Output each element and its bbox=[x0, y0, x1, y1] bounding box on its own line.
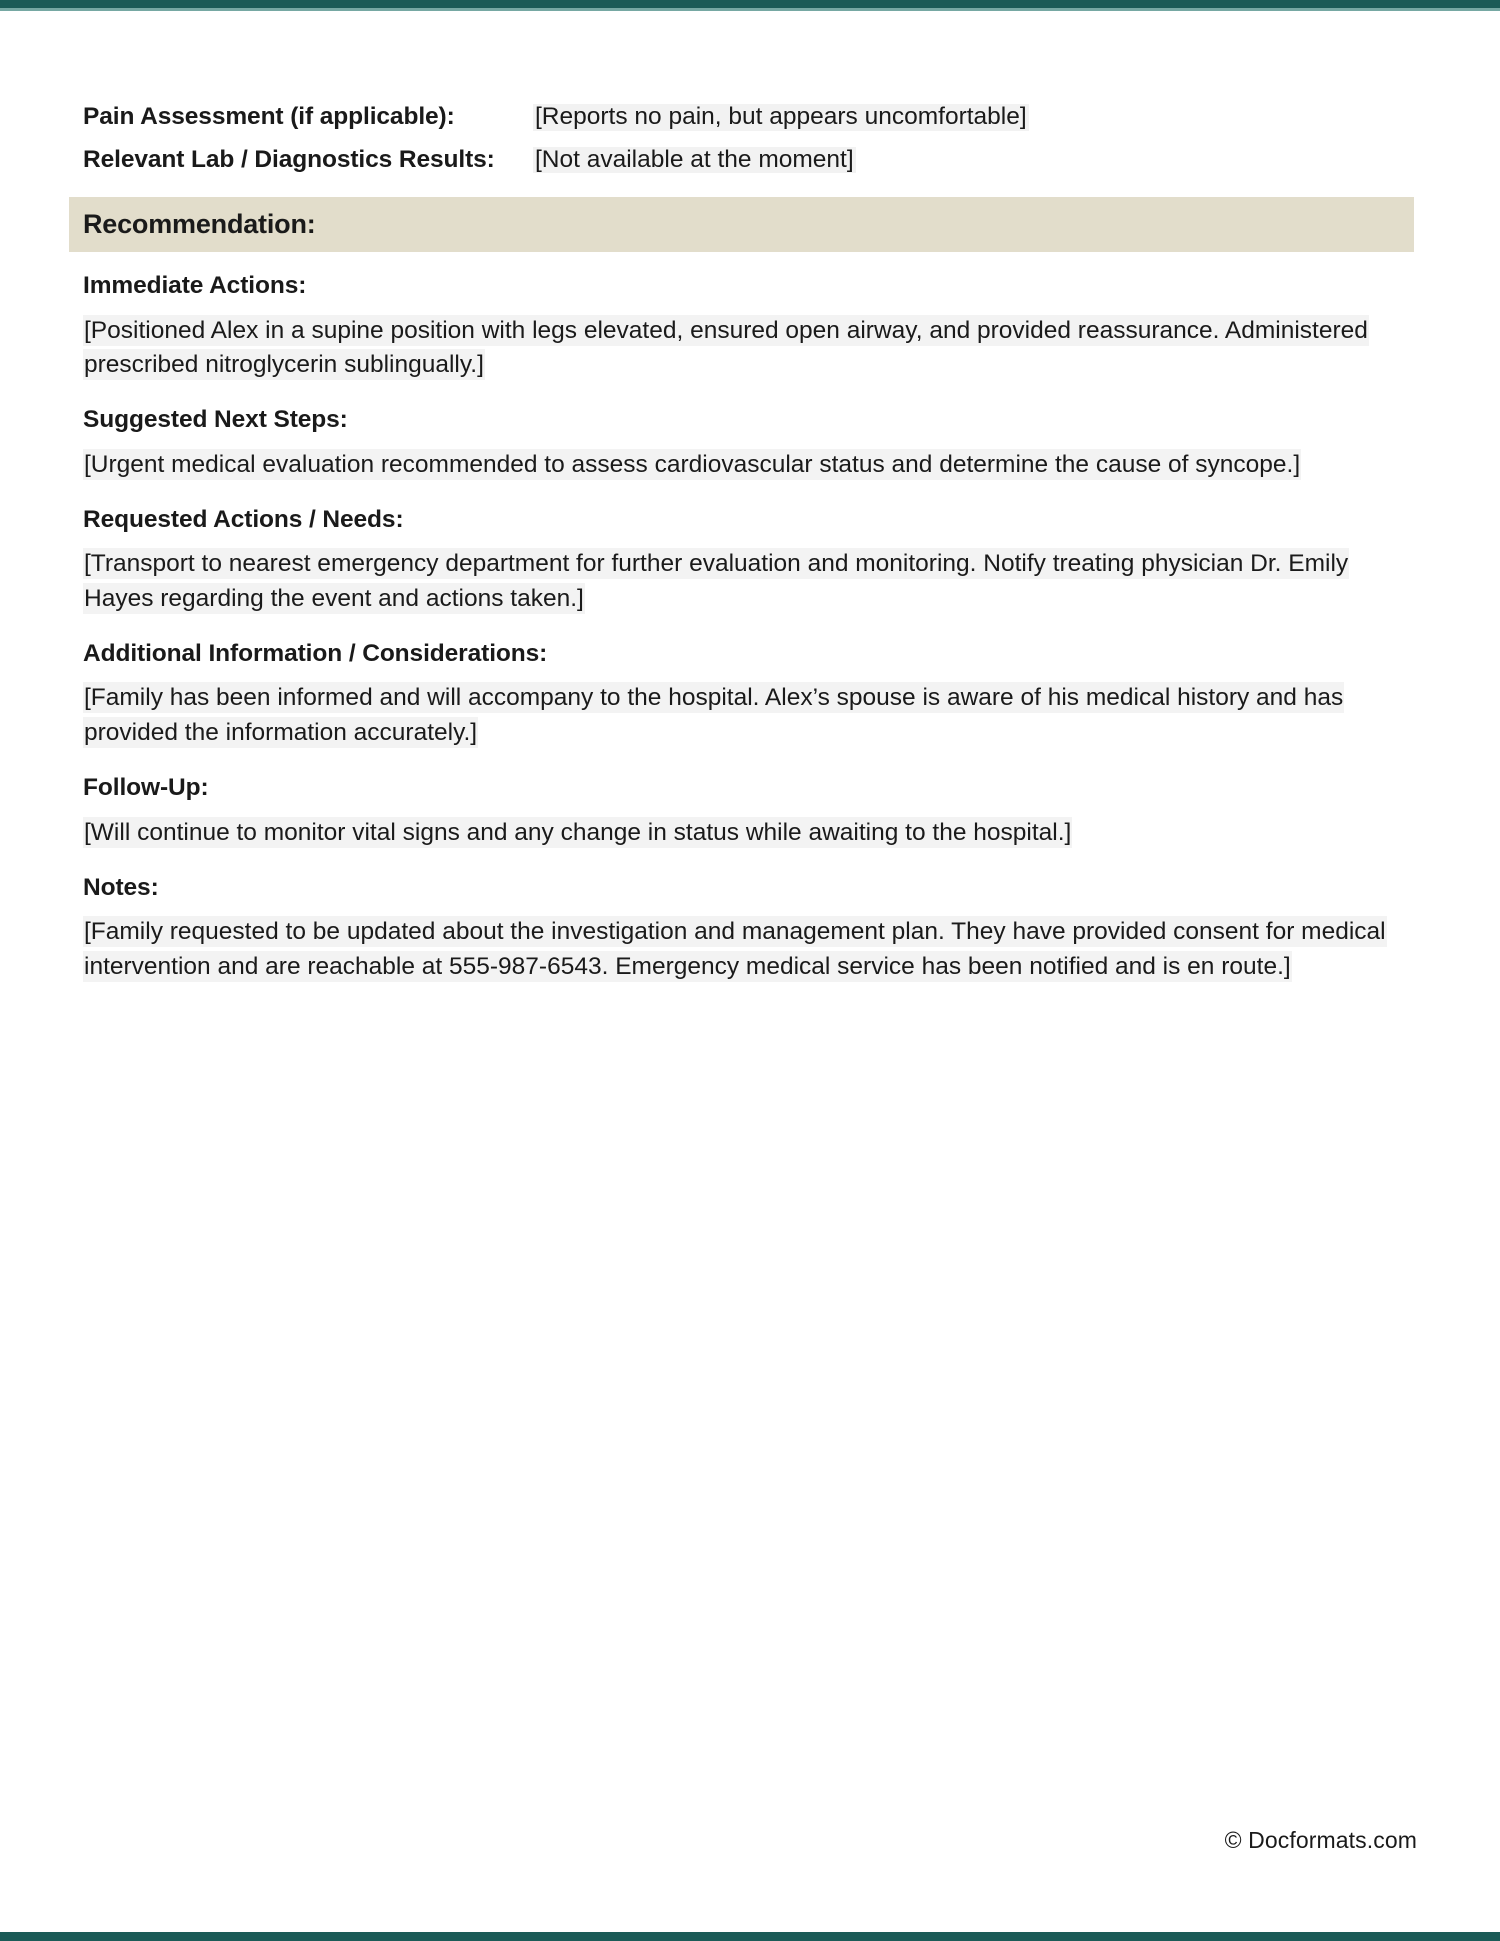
document-page bbox=[0, 11, 1500, 1932]
subsection-heading-follow-up: Follow-Up: bbox=[83, 774, 209, 802]
subsection-heading-requested-actions: Requested Actions / Needs: bbox=[83, 505, 404, 533]
document-content bbox=[83, 104, 1408, 984]
subsection-heading-suggested-next-steps: Suggested Next Steps: bbox=[83, 406, 348, 434]
footer-copyright: © Docformats.com bbox=[1224, 1827, 1417, 1853]
field-label-pain-assessment: Pain Assessment (if applicable): bbox=[83, 103, 455, 130]
subsection-body-text: [Positioned Alex in a supine position with legs elevated, ensured open airway, and provided reassurance. Administered prescribed nitroglycerin sublingually.] bbox=[84, 316, 1368, 378]
subsection-body-text: [Family requested to be updated about the investigation and management plan. They have provided consent for medical intervention and are reachable at 555-987-6543. Emergency medical service has been notified and is en route.] bbox=[84, 918, 1386, 980]
field-row-pain-assessment bbox=[83, 104, 1408, 131]
page-top-accent-rule bbox=[0, 0, 1500, 8]
section-banner-recommendation bbox=[69, 197, 1414, 252]
subsection-body-follow-up bbox=[83, 816, 1393, 850]
subsection-body-text: [Family has been informed and will accompany to the hospital. Alex’s spouse is aware of his medical history and has provided the information accurately.] bbox=[84, 684, 1344, 746]
subsection-heading-notes: Notes: bbox=[83, 873, 159, 901]
subsection-body-text: [Will continue to monitor vital signs and any change in status while awaiting to the hospital.] bbox=[84, 818, 1072, 846]
page-bottom-accent-rule bbox=[0, 1932, 1500, 1941]
subsection-body-suggested-next-steps bbox=[83, 448, 1393, 482]
subsection-body-additional-information bbox=[83, 681, 1393, 750]
subsection-body-immediate-actions bbox=[83, 314, 1393, 383]
subsection-body-text: [Urgent medical evaluation recommended to assess cardiovascular status and determine the cause of syncope.] bbox=[84, 450, 1301, 478]
subsection-body-requested-actions bbox=[83, 547, 1393, 616]
subsection-body-notes bbox=[83, 915, 1393, 984]
field-value-lab-diagnostics[interactable]: [Not available at the moment] bbox=[535, 145, 854, 173]
subsection-body-text: [Transport to nearest emergency department for further evaluation and monitoring. Notify treating physician Dr. Emily Hayes regarding the event and actions taken.] bbox=[84, 550, 1349, 612]
field-row-lab-diagnostics bbox=[83, 147, 1408, 174]
field-label-lab-diagnostics: Relevant Lab / Diagnostics Results: bbox=[83, 145, 495, 173]
field-value-pain-assessment[interactable]: [Reports no pain, but appears uncomfortable] bbox=[535, 103, 1027, 130]
section-title-recommendation: Recommendation: bbox=[83, 209, 316, 239]
subsection-heading-immediate-actions: Immediate Actions: bbox=[83, 272, 307, 299]
subsection-heading-additional-information: Additional Information / Considerations: bbox=[83, 639, 548, 667]
